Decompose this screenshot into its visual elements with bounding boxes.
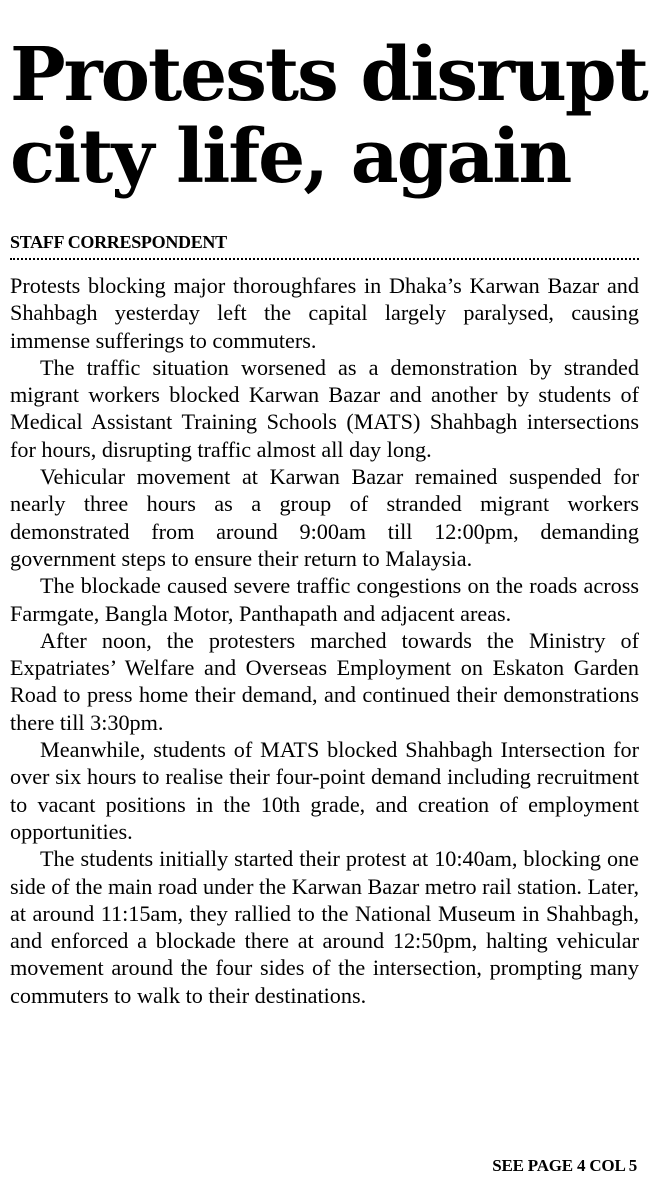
byline: STAFF CORRESPONDENT [10, 232, 227, 252]
dotted-divider [10, 258, 639, 260]
paragraph: The blockade caused severe traffic congestions on the roads across Farmgate, Bangla Motor, Panthapath and adjacent areas. [10, 573, 639, 626]
paragraph: The students initially started their protest at 10:40am, blocking one side of the main road under the Karwan Bazar metro rail station. Later, at around 11:15am, they rallied to the National Museum in Shahbagh, and enforced a blockade there at around 12:50pm, halting vehicular movement around the four sides of the intersection, prompting many commuters to walk to their destinations. [10, 846, 639, 1008]
paragraph: Protests blocking major thoroughfares in Dhaka’s Karwan Bazar and Shahbagh yesterday left the capital largely paralysed, causing immense sufferings to commuters. [10, 273, 639, 353]
headline [10, 32, 647, 200]
continuation-jump-line: SEE PAGE 4 COL 5 [492, 1156, 637, 1175]
news-article [10, 0, 647, 1009]
paragraph: Vehicular movement at Karwan Bazar remained suspended for nearly three hours as a group of stranded migrant workers demonstrated from around 9:00am till 12:00pm, demanding government steps to ensure their return to Malaysia. [10, 464, 639, 571]
headline-line-2: city life, again [10, 114, 571, 200]
paragraph: After noon, the protesters marched towards the Ministry of Expatriates’ Welfare and Overseas Employment on Eskaton Garden Road to press home their demand, and continued their demonstrations there till 3:30pm. [10, 627, 639, 735]
headline-line-1: Protests disrupt [10, 32, 647, 118]
paragraph: The traffic situation worsened as a demonstration by stranded migrant workers blocked Karwan Bazar and another by students of Medical Assistant Training Schools (MATS) Shahbagh intersections for hours, disrupting traffic almost all day long. [10, 354, 639, 462]
article-body [10, 272, 639, 1009]
paragraph: Meanwhile, students of MATS blocked Shahbagh Intersection for over six hours to realise their four-point demand including recruitment to vacant positions in the 10th grade, and creation of employment opportunities. [10, 737, 639, 844]
